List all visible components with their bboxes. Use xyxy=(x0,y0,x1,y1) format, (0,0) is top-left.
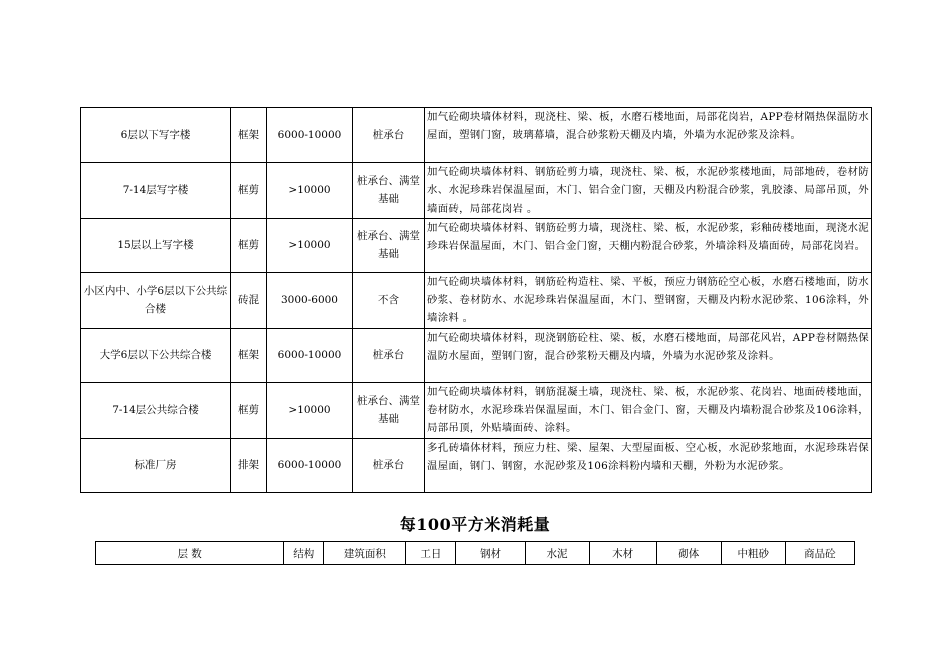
consumption-header-cell: 建筑面积 xyxy=(324,542,406,565)
materials-cell: 多孔砖墙体材料，预应力柱、梁、屋架、大型屋面板、空心板，水泥砂浆地面，水泥珍珠岩保温屋面，钢门、钢窗，水泥砂浆及106涂料粉内墙和天棚，外粉为水泥砂浆。 xyxy=(425,438,872,492)
structure-cell: 框剪 xyxy=(231,163,267,219)
materials-cell: 加气砼砌块墙体材料，钢筋砼构造柱、梁、平板，预应力钢筋砼空心板，水磨石楼地面，防水砂浆、卷材防水、水泥珍珠岩保温屋面，木门、塑钢窗，天棚及内粉水泥砂浆、106涂料，外墙涂料 。 xyxy=(425,272,872,328)
structure-cell: 框架 xyxy=(231,108,267,163)
consumption-header-cell: 层 数 xyxy=(96,542,284,565)
consumption-header-cell: 钢材 xyxy=(456,542,525,565)
structure-cell: 框架 xyxy=(231,328,267,382)
consumption-header-cell: 结构 xyxy=(284,542,324,565)
building-type-cell: 6层以下写字楼 xyxy=(81,108,231,163)
foundation-cell: 桩承台 xyxy=(353,328,425,382)
foundation-cell: 桩承台 xyxy=(353,438,425,492)
foundation-cell: 桩承台 xyxy=(353,108,425,163)
structure-cell: 砖混 xyxy=(231,272,267,328)
structure-cell: 排架 xyxy=(231,438,267,492)
foundation-cell: 桩承台、满堂基础 xyxy=(353,382,425,438)
table-row xyxy=(81,328,872,382)
building-type-cell: 7-14层写字楼 xyxy=(81,163,231,219)
table-row xyxy=(81,382,872,438)
table-row xyxy=(81,272,872,328)
area-cell: 3000-6000 xyxy=(267,272,353,328)
area-cell: 6000-10000 xyxy=(267,108,353,163)
materials-cell: 加气砼砌块墙体材料，钢筋混凝土墙，现浇柱、梁、板，水泥砂浆、花岗岩、地面砖楼地面，卷材防水，水泥珍珠岩保温屋面，木门、铝合金门、窗，天棚及内墙粉混合砂浆及106涂料，局部吊顶，外贴墙面砖、涂料。 xyxy=(425,382,872,438)
table-row xyxy=(81,438,872,492)
foundation-cell: 桩承台、满堂基础 xyxy=(353,218,425,272)
area-cell: 6000-10000 xyxy=(267,438,353,492)
foundation-cell: 桩承台、满堂基础 xyxy=(353,163,425,219)
materials-cell: 加气砼砌块墙体材料，现浇柱、梁、板，水磨石楼地面，局部花岗岩，APP卷材隔热保温防水屋面，塑钢门窗，玻璃幕墙，混合砂浆粉天棚及内墙，外墙为水泥砂浆及涂料。 xyxy=(425,108,872,163)
foundation-cell: 不含 xyxy=(353,272,425,328)
table-row xyxy=(81,218,872,272)
consumption-header-cell: 商品砼 xyxy=(785,542,854,565)
consumption-table xyxy=(95,541,855,565)
materials-cell: 加气砼砌块墙体材料，现浇钢筋砼柱、梁、板，水磨石楼地面，局部花风岩，APP卷材隔热保温防水屋面，塑钢门窗，混合砂浆粉天棚及内墙，外墙为水泥砂浆及涂料。 xyxy=(425,328,872,382)
table-row xyxy=(81,108,872,163)
building-type-cell: 15层以上写字楼 xyxy=(81,218,231,272)
consumption-header-row xyxy=(96,542,855,565)
materials-cell: 加气砼砌块墙体材料、钢筋砼剪力墙，现浇柱、梁、板，水泥砂浆，彩釉砖楼地面，现浇水泥珍珠岩保温屋面，木门、铝合金门窗，天棚内粉混合砂浆，外墙涂料及墙面砖，局部花岗岩。 xyxy=(425,218,872,272)
consumption-header-cell: 水泥 xyxy=(525,542,589,565)
section-title: 每100平方米消耗量 xyxy=(399,515,551,534)
area-cell: >10000 xyxy=(267,163,353,219)
building-type-cell: 小区内中、小学6层以下公共综合楼 xyxy=(81,272,231,328)
building-type-cell: 7-14层公共综合楼 xyxy=(81,382,231,438)
area-cell: >10000 xyxy=(267,382,353,438)
consumption-header-cell: 工日 xyxy=(406,542,456,565)
consumption-header-cell: 中粗砂 xyxy=(721,542,785,565)
area-cell: 6000-10000 xyxy=(267,328,353,382)
table-row xyxy=(81,163,872,219)
building-spec-table xyxy=(80,107,872,493)
building-type-cell: 大学6层以下公共综合楼 xyxy=(81,328,231,382)
structure-cell: 框剪 xyxy=(231,218,267,272)
consumption-header-cell: 木材 xyxy=(589,542,656,565)
materials-cell: 加气砼砌块墙体材料、钢筋砼剪力墙，现浇柱、梁、板，水泥砂浆楼地面，局部地砖，卷材防水、水泥珍珠岩保温屋面，木门、铝合金门窗，天棚及内粉混合砂浆，乳胶漆、局部吊顶，外墙面砖，局部花岗岩 。 xyxy=(425,163,872,219)
building-type-cell: 标准厂房 xyxy=(81,438,231,492)
structure-cell: 框剪 xyxy=(231,382,267,438)
area-cell: >10000 xyxy=(267,218,353,272)
consumption-header-cell: 砌体 xyxy=(656,542,721,565)
